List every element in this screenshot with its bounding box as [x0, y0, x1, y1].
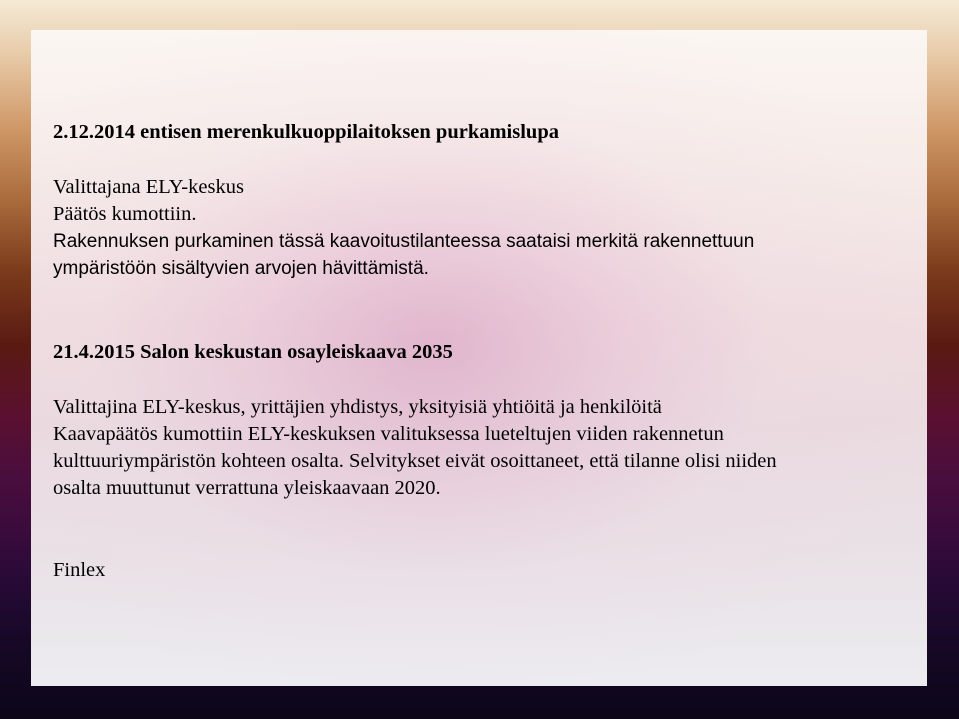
section1-body	[53, 174, 907, 282]
section2-line-selvitykset: kulttuuriympäristön kohteen osalta. Selvitykset eivät osoittaneet, että tilanne olisi niiden	[53, 450, 777, 472]
section2-line-yleiskaava: osalta muuttunut verrattuna yleiskaavaan 2020.	[53, 477, 441, 499]
section1-heading: 2.12.2014 entisen merenkulkuoppilaitoksen purkamislupa	[53, 121, 559, 143]
section2-line-kaavapaatos: Kaavapäätös kumottiin ELY-keskuksen valituksessa lueteltujen viiden rakennetun	[53, 423, 724, 445]
source-finlex: Finlex	[53, 559, 106, 581]
section1-line-perustelu-1: Rakennuksen purkaminen tässä kaavoitustilanteessa saataisi merkitä rakennettuun	[53, 231, 755, 252]
section2-heading: 21.4.2015 Salon keskustan osayleiskaava 2035	[53, 341, 453, 363]
section1-line-valittaja: Valittajana ELY-keskus	[53, 176, 244, 198]
section1-line-perustelu-2: ympäristöön sisältyvien arvojen hävittämistä.	[53, 258, 429, 279]
source-block	[53, 557, 907, 584]
section2-body	[53, 394, 907, 502]
section-osayleiskaava	[53, 339, 907, 366]
section1-line-paatos: Päätös kumottiin.	[53, 203, 197, 225]
slide	[31, 30, 927, 686]
section-purkamislupa	[53, 119, 907, 146]
section2-line-valittajat: Valittajina ELY-keskus, yrittäjien yhdistys, yksityisiä yhtiöitä ja henkilöitä	[53, 396, 662, 418]
